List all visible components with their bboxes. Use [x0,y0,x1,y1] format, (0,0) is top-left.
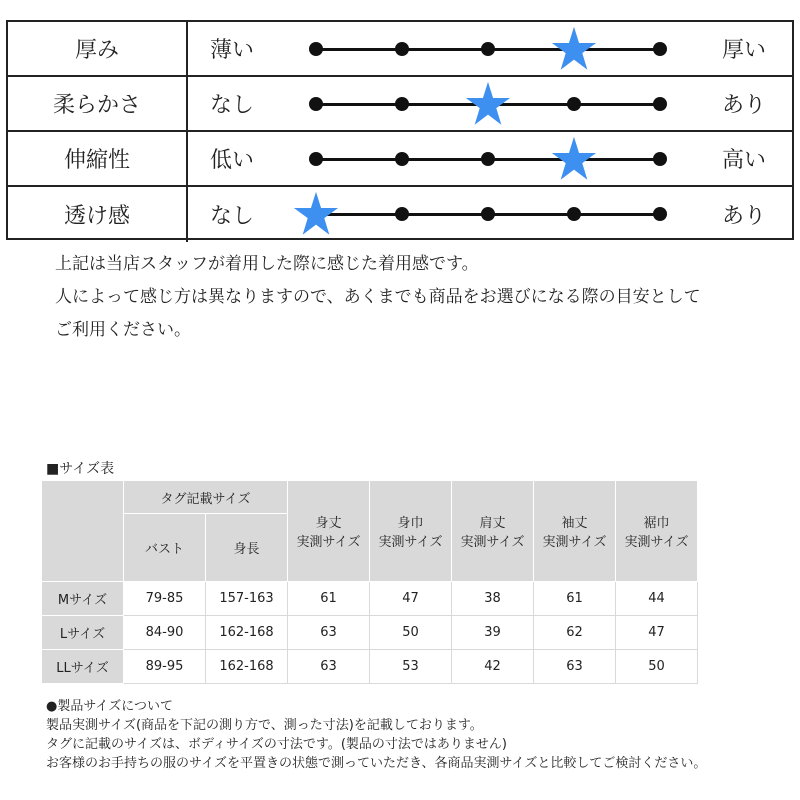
table-cell: 84-90 [124,616,206,650]
table-cell: 61 [534,582,616,616]
footnote-line: 製品実測サイズ(商品を下記の測り方で、測った寸法)を記載しております。 [46,718,483,733]
feel-label: 柔らかさ [8,77,188,130]
feel-note [55,248,775,347]
table-cell: 47 [616,616,698,650]
measure-header: 裾巾 実測サイズ [616,481,698,582]
feel-row-thickness [8,22,792,77]
dot-icon [481,207,495,221]
table-cell: 162-168 [206,650,288,684]
feel-scale [308,77,678,130]
measure-header: 身丈 実測サイズ [288,481,370,582]
star-icon [551,26,597,72]
table-cell: 50 [370,616,452,650]
size-name: Mサイズ [42,582,124,616]
dot-icon [653,152,667,166]
feel-right-text: 厚い [722,38,767,63]
table-cell: 50 [616,650,698,684]
feel-left-text: 薄い [210,38,255,63]
table-cell: 63 [534,650,616,684]
dot-icon [309,97,323,111]
dot-icon [395,97,409,111]
dot-icon [309,152,323,166]
feel-left-text: なし [210,93,255,118]
corner-cell [42,481,124,582]
table-row [42,650,698,684]
dot-icon [653,97,667,111]
feel-row-sheerness [8,187,792,242]
footnote-heading: ●製品サイズについて [46,699,174,714]
dot-icon [653,207,667,221]
table-cell: 157-163 [206,582,288,616]
measure-header: 肩丈 実測サイズ [452,481,534,582]
table-cell: 47 [370,582,452,616]
table-cell: 62 [534,616,616,650]
table-cell: 61 [288,582,370,616]
feel-label: 透け感 [8,187,188,242]
table-cell: 63 [288,616,370,650]
tag-size-header: タグ記載サイズ [124,481,288,514]
feel-scale [308,187,678,242]
star-icon [293,191,339,237]
feel-left-text: 低い [210,148,255,173]
feel-label: 厚み [8,22,188,75]
measure-header: 袖丈 実測サイズ [534,481,616,582]
dot-icon [567,207,581,221]
feel-right-text: あり [722,93,767,118]
star-icon [551,136,597,182]
dot-icon [395,207,409,221]
table-cell: 89-95 [124,650,206,684]
feel-row-stretch [8,132,792,187]
tag-col-header: バスト [124,514,206,582]
feel-right-text: 高い [722,148,767,173]
table-cell: 79-85 [124,582,206,616]
dot-icon [481,42,495,56]
table-cell: 162-168 [206,616,288,650]
feel-label: 伸縮性 [8,132,188,185]
size-name: LLサイズ [42,650,124,684]
table-row [42,616,698,650]
dot-icon [653,42,667,56]
table-cell: 42 [452,650,534,684]
feel-chart [6,20,794,240]
tag-col-header: 身長 [206,514,288,582]
dot-icon [481,152,495,166]
size-table [41,480,698,684]
dot-icon [395,152,409,166]
table-cell: 39 [452,616,534,650]
size-footnote [46,697,786,773]
table-row [42,582,698,616]
size-name: Lサイズ [42,616,124,650]
table-cell: 44 [616,582,698,616]
feel-row-softness [8,77,792,132]
dot-icon [395,42,409,56]
table-cell: 53 [370,650,452,684]
feel-right-text: あり [722,204,767,229]
note-line: 上記は当店スタッフが着用した際に感じた着用感です。 [55,254,479,274]
dot-icon [309,42,323,56]
footnote-line: お客様のお手持ちの服のサイズを平置きの状態で測っていただき、各商品実測サイズと比較してご検討ください。 [46,756,707,771]
table-cell: 38 [452,582,534,616]
feel-scale [308,22,678,75]
dot-icon [567,97,581,111]
note-line: ご利用ください。 [55,320,191,340]
measure-header: 身巾 実測サイズ [370,481,452,582]
feel-left-text: なし [210,204,255,229]
table-cell: 63 [288,650,370,684]
note-line: 人によって感じ方は異なりますので、あくまでも商品をお選びになる際の目安として [55,287,701,307]
feel-scale [308,132,678,185]
footnote-line: タグに記載のサイズは、ボディサイズの寸法です。(製品の寸法ではありません) [46,737,507,752]
star-icon [465,81,511,127]
size-table-title: ■サイズ表 [46,461,115,477]
